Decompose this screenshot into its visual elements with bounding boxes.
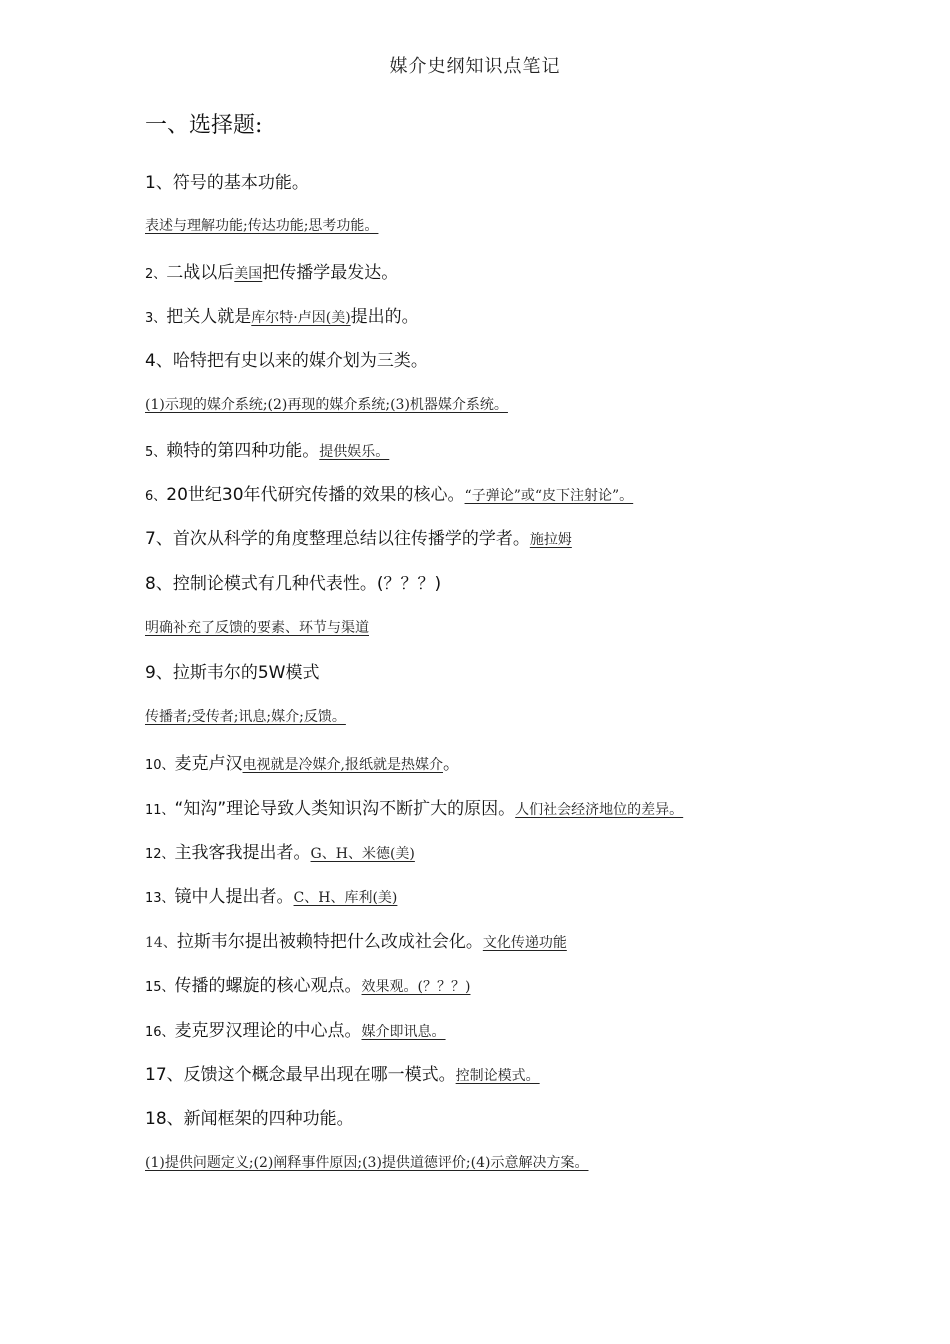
question-16 <box>145 1016 446 1041</box>
question-text: 主我客我提出者。 <box>174 843 311 863</box>
answer-7: 施拉姆 <box>529 532 572 548</box>
answer-11: 人们社会经济地位的差异。 <box>515 802 684 818</box>
answer-2: 美国 <box>234 266 263 282</box>
answer-9: 传播者;受传者;讯息;媒介;反馈。 <box>145 709 346 725</box>
answer-13: C、H、库利(美) <box>293 890 398 906</box>
question-text: 把关人就是 <box>166 307 252 327</box>
answer-1: 表述与理解功能;传达功能;思考功能。 <box>145 218 379 234</box>
question-number: 11、 <box>145 803 175 818</box>
question-12 <box>145 838 415 863</box>
answer-15: 效果观。(？？？) <box>361 979 471 995</box>
answer-8: 明确补充了反馈的要素、环节与渠道 <box>145 620 369 636</box>
answer-18: (1)提供问题定义;(2)阐释事件原因;(3)提供道德评价;(4)示意解决方案。 <box>145 1155 589 1171</box>
question-14 <box>145 927 567 952</box>
question-4: 4、哈特把有史以来的媒介划为三类。 <box>145 351 428 371</box>
question-7 <box>145 524 572 549</box>
question-text: 提出的。 <box>350 307 419 327</box>
answer-14: 文化传递功能 <box>482 935 567 951</box>
section-heading: 一、选择题: <box>145 113 263 138</box>
question-1: 1、符号的基本功能。 <box>145 173 309 193</box>
question-3 <box>145 302 419 327</box>
question-8: 8、控制论模式有几种代表性。(？？？) <box>145 574 442 594</box>
question-number: 15、 <box>145 980 175 995</box>
answer-16: 媒介即讯息。 <box>361 1024 446 1040</box>
question-number: 13、 <box>145 891 175 906</box>
answer-17: 控制论模式。 <box>455 1068 540 1084</box>
question-text: 17、反馈这个概念最早出现在哪一模式。 <box>145 1065 456 1085</box>
question-10 <box>145 749 460 774</box>
question-number: 12、 <box>145 847 175 862</box>
question-text: 麦克罗汉理论的中心点。 <box>174 1021 362 1041</box>
question-text: 7、首次从科学的角度整理总结以往传播学的学者。 <box>145 529 530 549</box>
answer-3: 库尔特·卢因(美) <box>251 310 351 326</box>
question-text: 20世纪30年代研究传播的效果的核心。 <box>166 485 465 505</box>
question-9: 9、拉斯韦尔的5W模式 <box>145 663 320 683</box>
question-6 <box>145 480 633 505</box>
question-number: 3、 <box>145 311 167 326</box>
answer-4: (1)示现的媒介系统;(2)再现的媒介系统;(3)机器媒介系统。 <box>145 397 508 413</box>
question-number: 16、 <box>145 1025 175 1040</box>
question-number: 10、 <box>145 758 175 773</box>
answer-5: 提供娱乐。 <box>319 444 390 460</box>
question-17 <box>145 1060 540 1085</box>
question-text: 拉斯韦尔提出被赖特把什么改成社会化。 <box>176 932 483 952</box>
page-title: 媒介史纲知识点笔记 <box>389 56 561 77</box>
question-text: “知沟”理论导致人类知识沟不断扩大的原因。 <box>174 799 516 819</box>
question-18: 18、新闻框架的四种功能。 <box>145 1109 354 1129</box>
question-number: 6、 <box>145 489 167 504</box>
question-5 <box>145 436 389 461</box>
question-13 <box>145 882 397 907</box>
answer-10: 电视就是冷媒介,报纸就是热媒介 <box>242 757 443 773</box>
question-text: 二战以后 <box>166 263 235 283</box>
question-2 <box>145 258 398 283</box>
question-number: 2、 <box>145 267 167 282</box>
question-text: 镜中人提出者。 <box>174 887 294 907</box>
question-15 <box>145 971 470 996</box>
question-text: 赖特的第四种功能。 <box>166 441 320 461</box>
question-text: 。 <box>443 754 460 774</box>
answer-12: G、H、米德(美) <box>310 846 415 862</box>
question-number: 5、 <box>145 445 167 460</box>
answer-6: “子弹论”或“皮下注射论”。 <box>464 488 634 504</box>
question-11 <box>145 794 683 819</box>
question-text: 麦克卢汉 <box>174 754 243 774</box>
question-text: 把传播学最发达。 <box>262 263 399 283</box>
question-text: 传播的螺旋的核心观点。 <box>174 976 362 996</box>
question-number: 14、 <box>145 935 177 951</box>
